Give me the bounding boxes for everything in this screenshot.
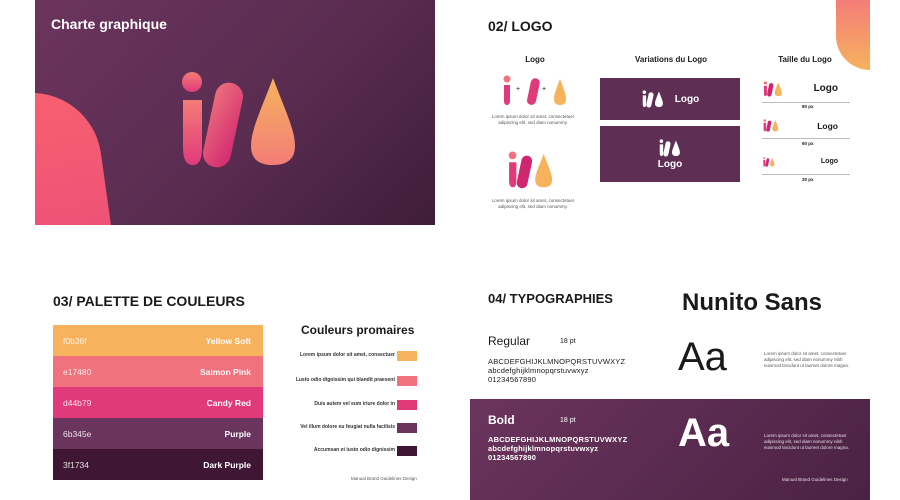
size-note: 80 px <box>802 104 814 109</box>
logo-description: Lorem ipsum dolor sit amet, consectetuer adipiscing elit, sed diam nonummy. <box>491 114 575 125</box>
logo-variation-horizontal <box>600 78 740 120</box>
logo-slide <box>470 0 870 225</box>
size-label: Logo <box>813 83 838 94</box>
swatch-hex: f0b36f <box>63 336 87 346</box>
digit-glyphs: 01234567890 <box>488 375 537 384</box>
mini-swatch <box>397 351 417 361</box>
size-note: 60 px <box>802 141 814 146</box>
swatch-row <box>53 418 263 449</box>
cover-slide <box>35 0 435 225</box>
aa-sample-bold: Aa <box>678 411 730 455</box>
size-label: Logo <box>820 158 838 165</box>
mini-swatch <box>397 423 417 433</box>
palette-line: Vel illum dolore eu feugiat nulla facilisis <box>300 424 395 430</box>
swatch-row <box>53 449 263 480</box>
logo-parts-icon <box>502 75 566 107</box>
brand-logo-medium <box>506 150 556 190</box>
footer-note: Manual Brand Guidelines Design <box>351 476 417 481</box>
uppercase-glyphs: ABCDEFGHIJKLMNOPQRSTUVWXYZ <box>488 357 626 366</box>
plus-sign: + <box>542 86 547 93</box>
section-heading: 03/ PALETTE DE COULEURS <box>53 293 245 309</box>
logo-mark-icon <box>641 90 665 108</box>
swatch-name: Salmon Pink <box>199 367 251 377</box>
point-size: 18 pt <box>560 417 576 424</box>
palette-line: Accumsan et iusto odio dignissim <box>313 447 395 453</box>
col-logo-heading: Logo <box>525 55 545 64</box>
typography-slide <box>470 275 870 500</box>
size-row <box>762 114 850 139</box>
logo-mark-icon <box>658 139 682 157</box>
swatch-row <box>53 387 263 418</box>
footer-note: Manual Brand Guidelines Design <box>782 477 848 482</box>
swatch-hex: 3f1734 <box>63 460 89 470</box>
digit-glyphs: 01234567890 <box>488 453 537 462</box>
palette-title: Couleurs promaires <box>301 323 415 337</box>
weight-label-regular: Regular <box>488 334 531 348</box>
mini-swatch <box>397 446 417 456</box>
size-row <box>762 78 850 103</box>
swatch-row <box>53 325 263 356</box>
logo-mark-icon <box>762 157 776 167</box>
logo-variation-stacked <box>600 126 740 182</box>
swatch-name: Candy Red <box>206 398 251 408</box>
weight-label-bold: Bold <box>488 413 515 427</box>
cover-title: Charte graphique <box>51 16 167 32</box>
corner-accent <box>836 0 870 70</box>
col-size-heading: Taille du Logo <box>778 55 832 64</box>
font-name: Nunito Sans <box>682 289 823 316</box>
swatch-name: Purple <box>224 429 251 439</box>
swatch-hex: d44b79 <box>63 398 92 408</box>
font-description: Lorem ipsum dolor sit amet, consectetuer adipiscing elit, sed diam nonummy nibh euismod tincidunt ut laoreet dolore magna. <box>764 433 850 450</box>
palette-line: Lusto odio dignissim qui blandit praesent <box>295 377 395 383</box>
section-heading: 02/ LOGO <box>488 18 553 34</box>
bold-sample-band <box>470 399 870 500</box>
swatch-name: Dark Purple <box>203 460 251 470</box>
size-label: Logo <box>817 121 838 131</box>
col-variations-heading: Variations du Logo <box>634 55 707 64</box>
swatch-row <box>53 356 263 387</box>
logo-mark-icon <box>762 119 780 132</box>
lowercase-glyphs: abcdefghijklmnopqrstuvwxyz <box>488 444 599 453</box>
glyph-sample-regular <box>488 357 625 384</box>
logo-wordmark: Logo <box>674 93 700 105</box>
palette-line: Lorem ipsum dolor sit amet, consectuer <box>299 352 395 358</box>
size-row <box>762 150 850 175</box>
plus-sign: + <box>516 86 521 93</box>
swatch-hex: e17480 <box>63 367 92 377</box>
size-note: 30 px <box>802 177 814 182</box>
palette-slide <box>35 275 435 500</box>
palette-line: Duis autem vel eum iriure dolor in <box>314 401 395 407</box>
logo-mark-icon <box>762 81 784 97</box>
lowercase-glyphs: abcdefghijklmnopqrstuvwxyz <box>488 366 589 375</box>
mini-swatch <box>397 400 417 410</box>
point-size: 18 pt <box>560 338 576 345</box>
swatch-hex: 6b345e <box>63 429 92 439</box>
uppercase-glyphs: ABCDEFGHIJKLMNOPQRSTUVWXYZ <box>488 435 628 444</box>
brand-logo-large <box>175 70 305 170</box>
logo-description: Lorem ipsum dolor sit amet, consectetuer adipiscing elit, sed diam nonummy. <box>491 198 575 209</box>
decorative-blob <box>35 84 118 225</box>
font-description: Lorem ipsum dolor sit amet, consectetuer adipiscing elit, sed diam nonummy nibh euismod tincidunt ut laoreet dolore magna. <box>764 351 850 368</box>
glyph-sample-bold <box>488 435 627 462</box>
mini-swatch <box>397 376 417 386</box>
logo-wordmark: Logo <box>657 158 683 170</box>
aa-sample-regular: Aa <box>678 335 727 379</box>
swatch-name: Yellow Soft <box>205 336 251 346</box>
section-heading: 04/ TYPOGRAPHIES <box>488 291 613 306</box>
